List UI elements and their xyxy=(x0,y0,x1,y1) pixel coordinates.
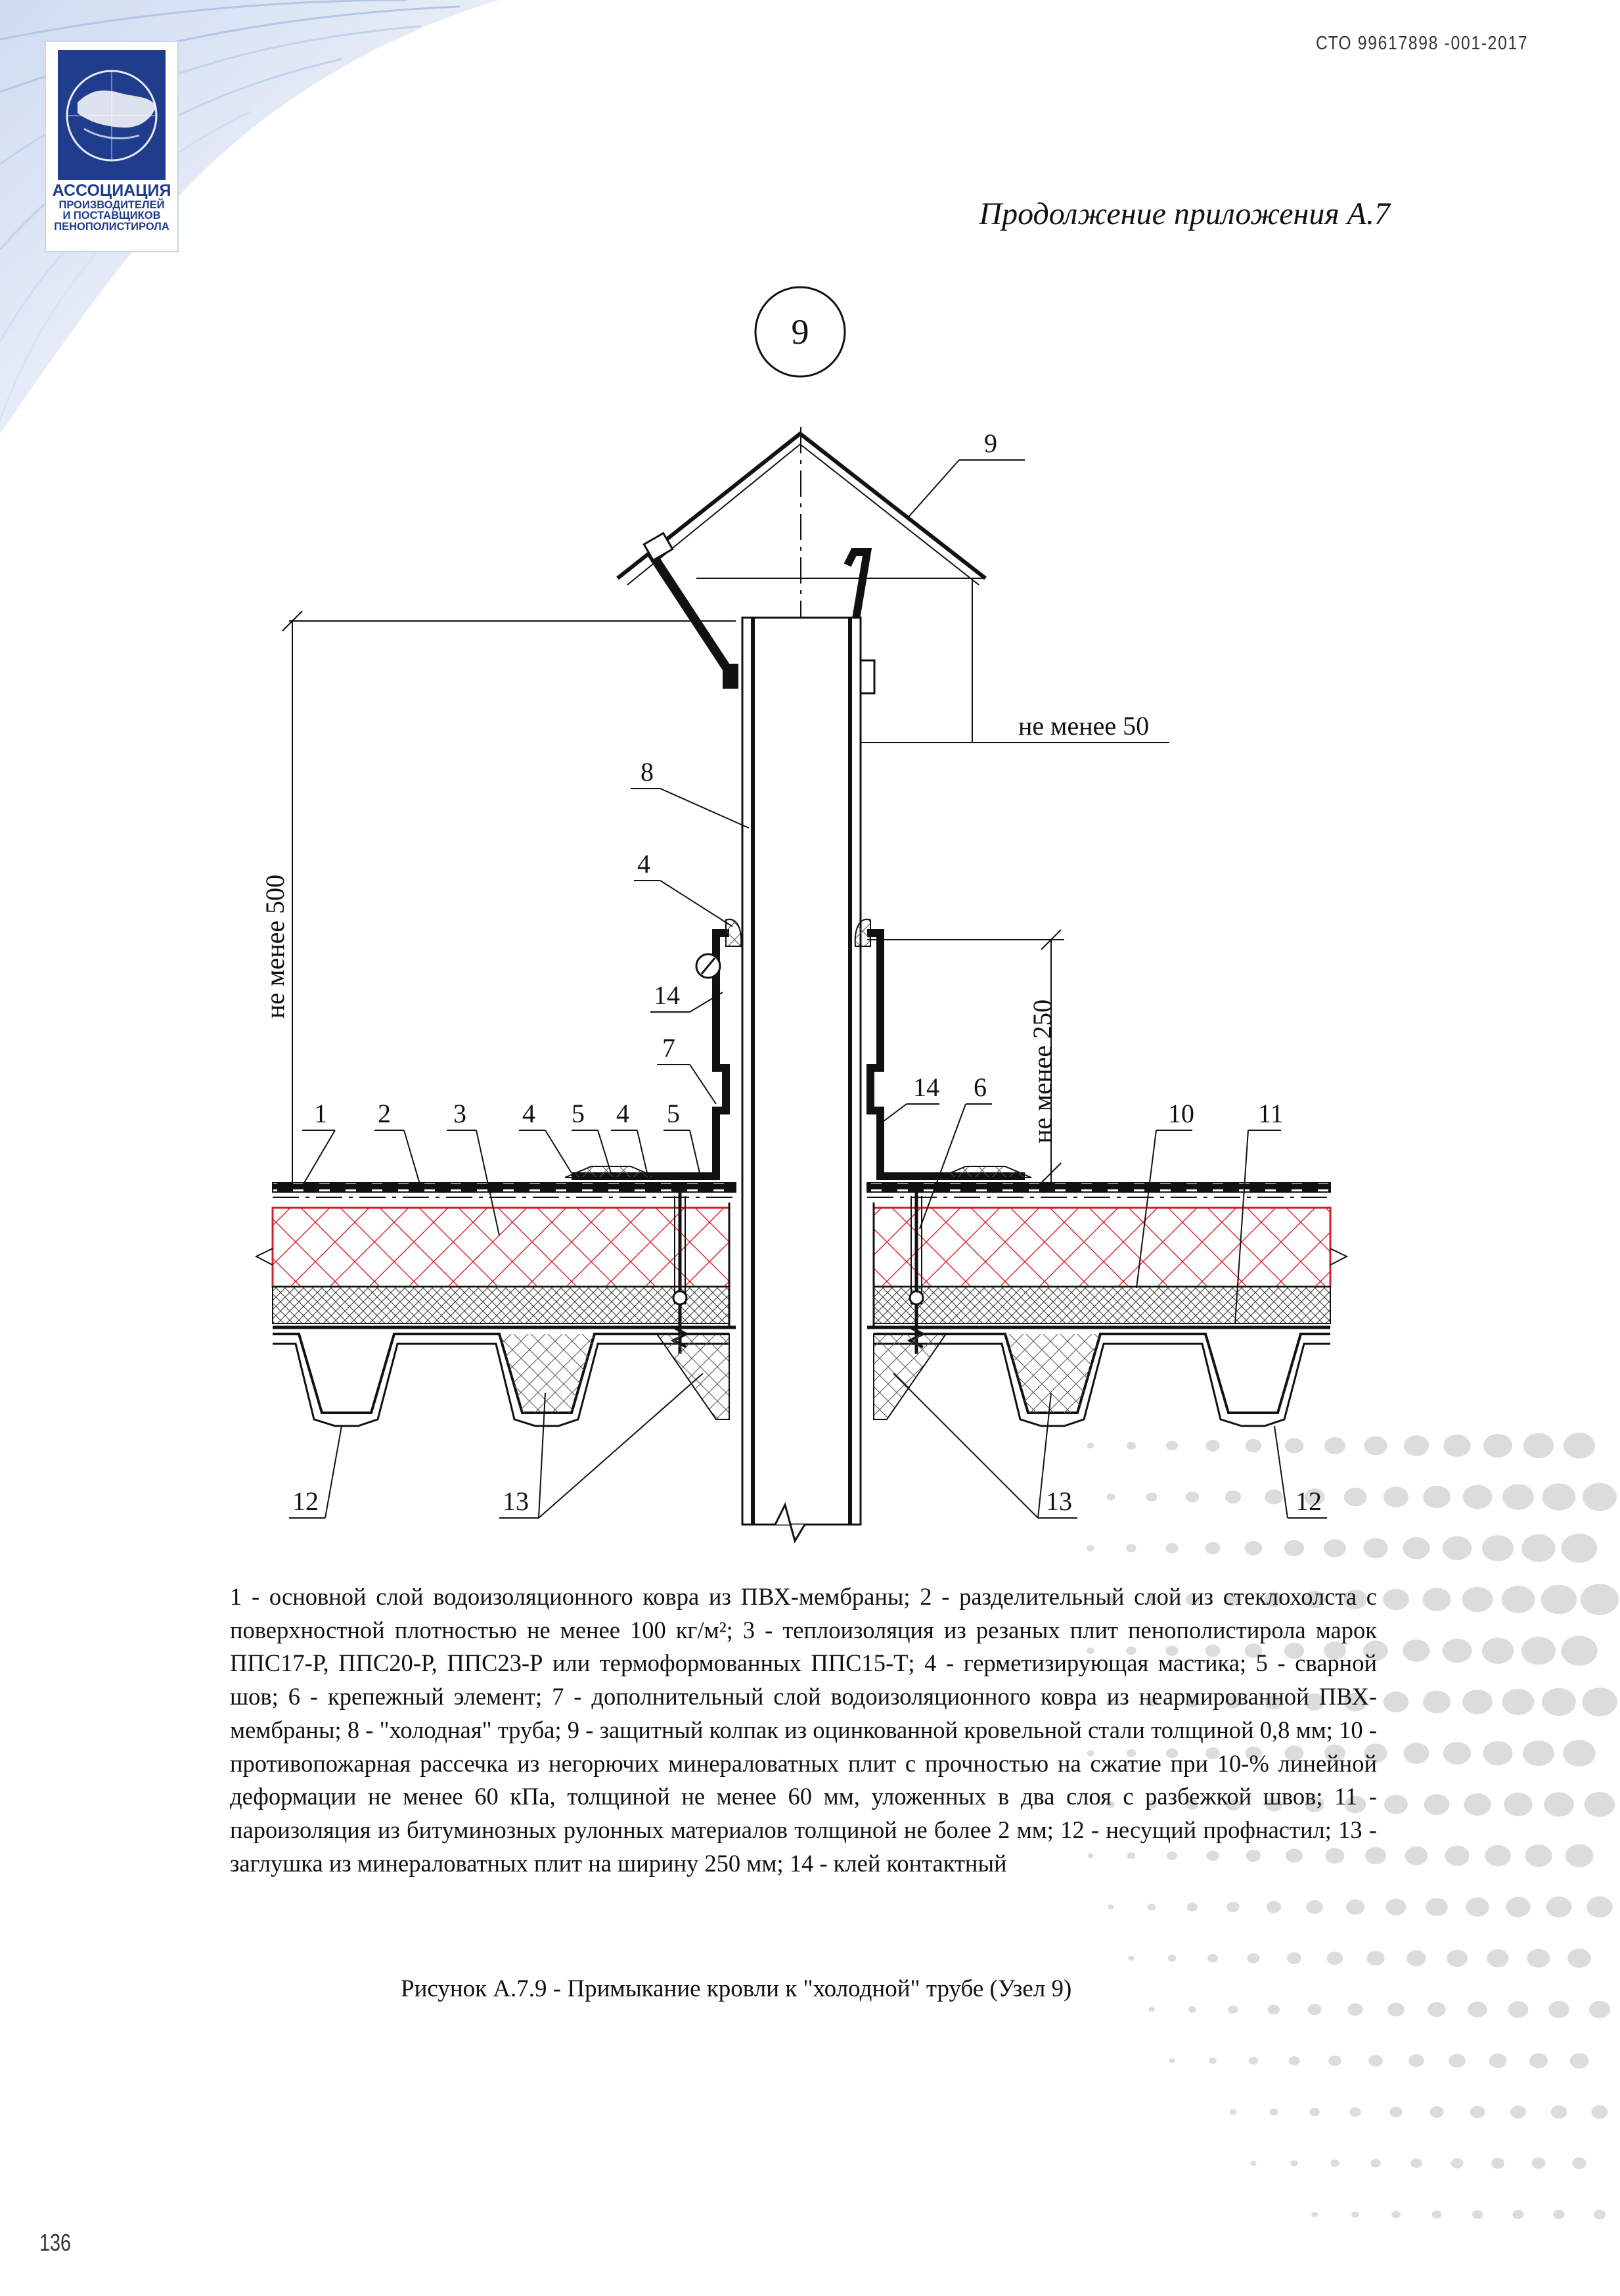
callout-8: 8 xyxy=(641,757,654,787)
logo-line-1: АССОЦИАЦИЯ xyxy=(52,181,171,200)
dimension-lines xyxy=(260,578,1169,1189)
page-number: 136 xyxy=(39,2229,72,2256)
callout-5b: 5 xyxy=(667,1099,680,1128)
callout-14-left: 14 xyxy=(654,980,680,1010)
node-number: 9 xyxy=(791,312,809,352)
dim-min-500: не менее 500 xyxy=(260,874,290,1019)
callout-9: 9 xyxy=(984,428,997,458)
callout-4-top: 4 xyxy=(637,849,650,879)
callout-1: 1 xyxy=(314,1099,327,1128)
appendix-title: Продолжение приложения А.7 xyxy=(979,196,1390,231)
callout-11: 11 xyxy=(1258,1099,1284,1128)
cold-pipe xyxy=(742,618,861,1541)
callout-2: 2 xyxy=(378,1099,391,1128)
dim-min-250: не менее 250 xyxy=(1027,999,1057,1143)
callout-6: 6 xyxy=(974,1072,987,1102)
callout-3: 3 xyxy=(453,1099,466,1128)
callout-4a: 4 xyxy=(522,1099,535,1128)
callout-13-right: 13 xyxy=(1046,1486,1072,1516)
legend-text: 1 - основной слой водоизоляционного ковра из ПВХ-мембраны; 2 - разделительный слой из стеклохолста с поверхностной плотностью не менее 100 кг/м²; 3 - теплоизоляция из резаных плит пенополистирола марок ППС17-Р, ППС20-Р, ППС23-Р или термоформованных ППС15-Т; 4 - герметизирующая мастика; 5 - сварной шов; 6 - крепежный элемент; 7 - дополнительный слой водоизоляционного ковра из неармированной ПВХ-мембраны; 8 - "холодная" труба; 9 - защитный колпак из оцинкованной кровельной стали толщиной 0,8 мм; 10 - противопожарная рассечка из негорючих минераловатных плит с прочностью на сжатие при 10-% линейной деформации не менее 60 кПа, толщиной не менее 60 мм, уложенных в два слоя с разбежкой швов; 11 - пароизоляция из битуминозных рулонных материалов толщиной не более 2 мм; 12 - несущий профнастил; 13 - заглушка из минераловатных плит на ширину 250 мм; 14 - клей контактный xyxy=(230,1583,1384,1877)
callout-12-right: 12 xyxy=(1295,1486,1322,1516)
callout-7: 7 xyxy=(662,1033,675,1063)
logo-line-4: ПЕНОПОЛИСТИРОЛА xyxy=(54,221,169,233)
document-code: СТО 99617898 -001-2017 xyxy=(1315,33,1528,54)
callout-4b: 4 xyxy=(616,1099,629,1128)
dim-min-50: не менее 50 xyxy=(1018,711,1150,741)
figure-caption: Рисунок А.7.9 - Примыкание кровли к "холодной" трубе (Узел 9) xyxy=(401,1975,1072,2002)
figure-legend xyxy=(230,1580,1384,1881)
callout-5a: 5 xyxy=(572,1099,585,1128)
callout-14-right: 14 xyxy=(913,1072,939,1102)
callout-10: 10 xyxy=(1168,1099,1194,1128)
logo-line-2: ПРОИЗВОДИТЕЛЕЙ xyxy=(58,198,165,211)
roof-section-right xyxy=(855,919,1347,1426)
logo-line-3: И ПОСТАВЩИКОВ xyxy=(62,210,161,222)
callout-13-left: 13 xyxy=(503,1486,529,1516)
callout-12-left: 12 xyxy=(292,1486,319,1516)
node-number-marker xyxy=(755,287,845,377)
